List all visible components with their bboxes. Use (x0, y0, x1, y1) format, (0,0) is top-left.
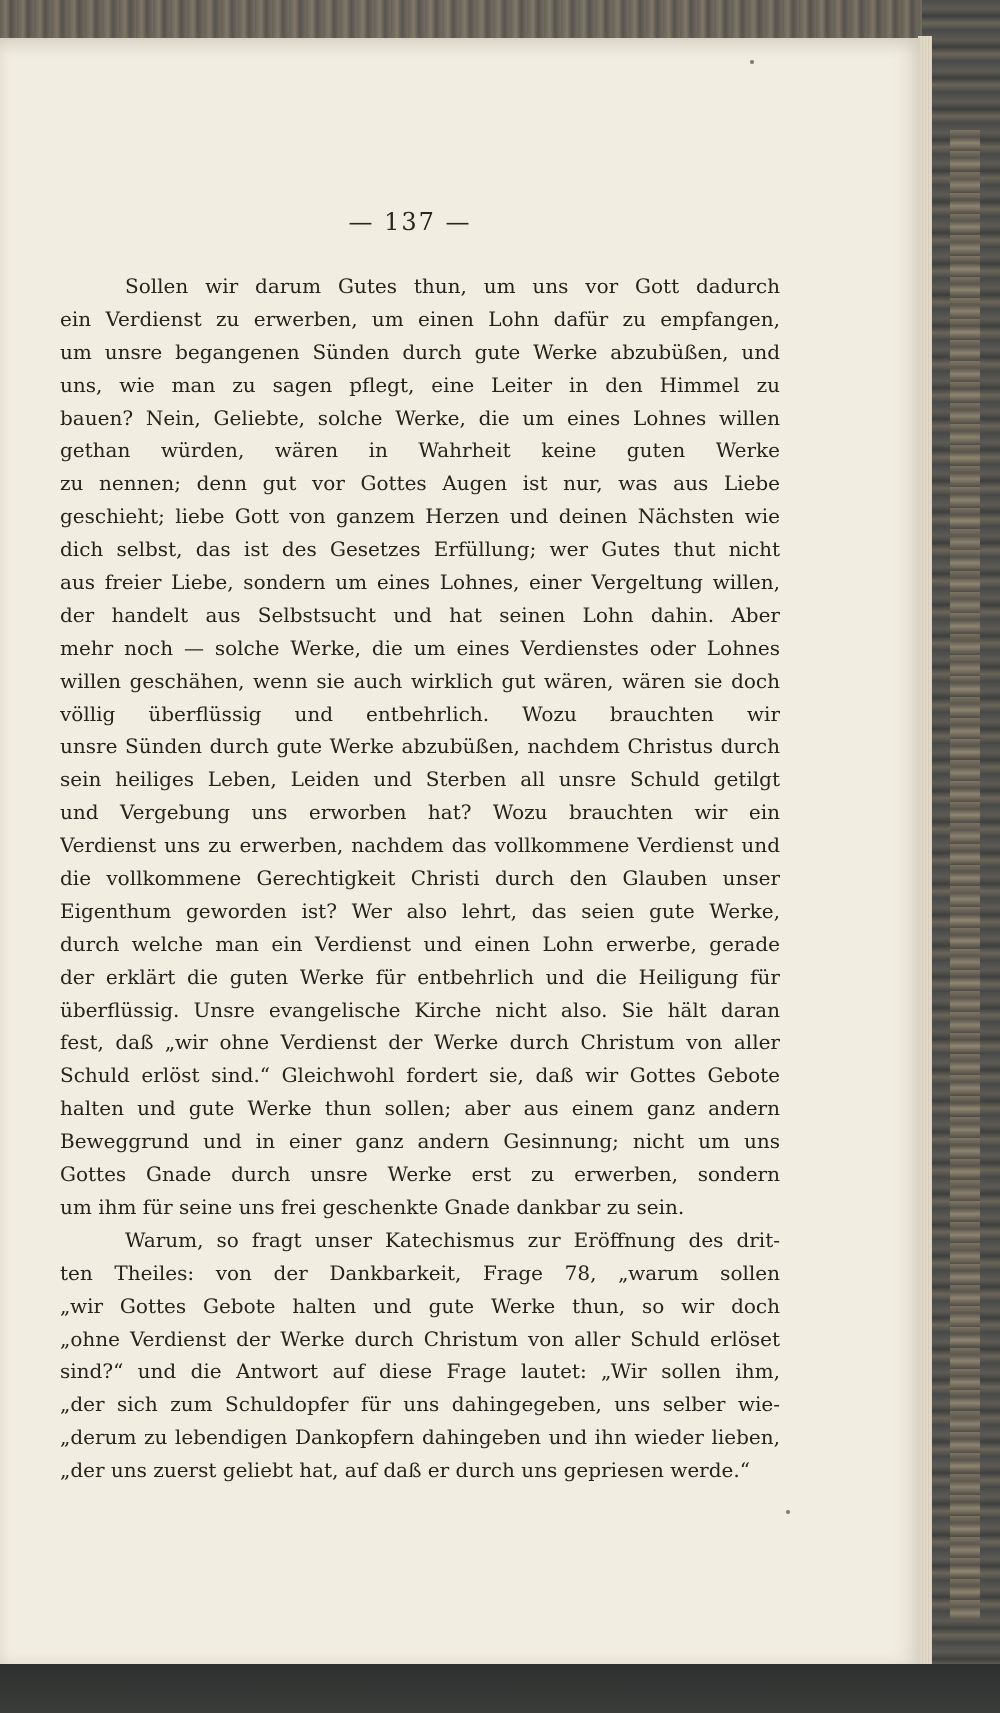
paper-spot (786, 1510, 790, 1514)
text-line: halten und gute Werke thun sollen; aber aus einem ganz andern (60, 1096, 780, 1121)
paragraph (60, 270, 780, 1224)
text-line: ein Verdienst zu erwerben, um einen Lohn dafür zu empfangen, (60, 306, 780, 331)
book-cover-edge (922, 0, 1000, 1713)
text-line: Gottes Gnade durch unsre Werke erst zu erwerben, sondern (60, 1162, 780, 1187)
text-line: durch welche man ein Verdienst und einen Lohn erwerbe, gerade (60, 931, 780, 956)
text-line: völlig überflüssig und entbehrlich. Wozu brauchten wir (60, 701, 780, 726)
text-line: geschieht; liebe Gott von ganzem Herzen und deinen Nächsten wie (60, 504, 780, 529)
text-line: ten Theiles: von der Dankbarkeit, Frage 78, „warum sollen (60, 1260, 780, 1285)
text-line: Sollen wir darum Gutes thun, um uns vor Gott dadurch (125, 274, 780, 298)
text-line: Eigenthum geworden ist? Wer also lehrt, das seien gute Werke, (60, 898, 780, 923)
text-line: „wir Gottes Gebote halten und gute Werke thun, so wir doch (60, 1293, 780, 1318)
text-line: die vollkommene Gerechtigkeit Christi durch den Glauben unser (60, 866, 780, 891)
paper-spot (750, 60, 754, 64)
text-line: dich selbst, das ist des Gesetzes Erfüllung; wer Gutes thut nicht (60, 537, 780, 562)
page-number: — 137 — (348, 208, 472, 236)
marbled-cover (950, 130, 980, 1620)
text-line: „derum zu lebendigen Dankopfern dahingeben und ihn wieder lieben, (60, 1425, 780, 1450)
text-line: Warum, so fragt unser Katechismus zur Eröffnung des drit- (125, 1227, 780, 1252)
text-line: unsre Sünden durch gute Werke abzubüßen, nachdem Christus durch (60, 734, 780, 759)
text-line: willen geschähen, wenn sie auch wirklich gut wären, wären sie doch (60, 668, 780, 693)
book-bottom-edge (0, 1664, 1000, 1713)
text-line: zu nennen; denn gut vor Gottes Augen ist nur, was aus Liebe (60, 471, 780, 496)
text-line: der erklärt die guten Werke für entbehrlich und die Heiligung für (60, 964, 780, 989)
body-text (60, 270, 780, 1487)
text-line: aus freier Liebe, sondern um eines Lohnes, einer Vergeltung willen, (60, 570, 780, 595)
text-line: „ohne Verdienst der Werke durch Christum von aller Schuld erlöset (60, 1326, 780, 1351)
text-line: Beweggrund und in einer ganz andern Gesinnung; nicht um uns (60, 1129, 780, 1154)
text-line: mehr noch — solche Werke, die um eines Verdienstes oder Lohnes (60, 635, 780, 660)
text-line: sein heiliges Leben, Leiden und Sterben all unsre Schuld getilgt (60, 767, 780, 792)
text-line: „der uns zuerst geliebt hat, auf daß er durch uns gepriesen werde.“ (60, 1458, 750, 1483)
text-line: überflüssig. Unsre evangelische Kirche nicht also. Sie hält daran (60, 997, 780, 1022)
text-line: uns, wie man zu sagen pflegt, eine Leiter in den Himmel zu (60, 372, 780, 397)
text-line: sind?“ und die Antwort auf diese Frage lautet: „Wir sollen ihm, (60, 1359, 780, 1384)
text-line: um ihm für seine uns frei geschenkte Gnade dankbar zu sein. (60, 1194, 685, 1219)
page-stack-edge (918, 36, 932, 1664)
text-line: gethan würden, wären in Wahrheit keine guten Werke (60, 438, 780, 463)
book-page (0, 38, 920, 1666)
text-line: fest, daß „wir ohne Verdienst der Werke durch Christum von aller (60, 1030, 780, 1055)
paragraph (60, 1224, 780, 1487)
text-line: Verdienst uns zu erwerben, nachdem das vollkommene Verdienst und (60, 833, 780, 858)
text-line: bauen? Nein, Geliebte, solche Werke, die um eines Lohnes willen (60, 405, 780, 430)
text-line: „der sich zum Schuldopfer für uns dahingegeben, uns selber wie- (60, 1392, 780, 1417)
text-line: Schuld erlöst sind.“ Gleichwohl fordert sie, daß wir Gottes Gebote (60, 1063, 780, 1088)
text-line: der handelt aus Selbstsucht und hat seinen Lohn dahin. Aber (60, 602, 780, 627)
text-line: um unsre begangenen Sünden durch gute Werke abzubüßen, und (60, 339, 780, 364)
text-line: und Vergebung uns erworben hat? Wozu brauchten wir ein (60, 800, 780, 825)
